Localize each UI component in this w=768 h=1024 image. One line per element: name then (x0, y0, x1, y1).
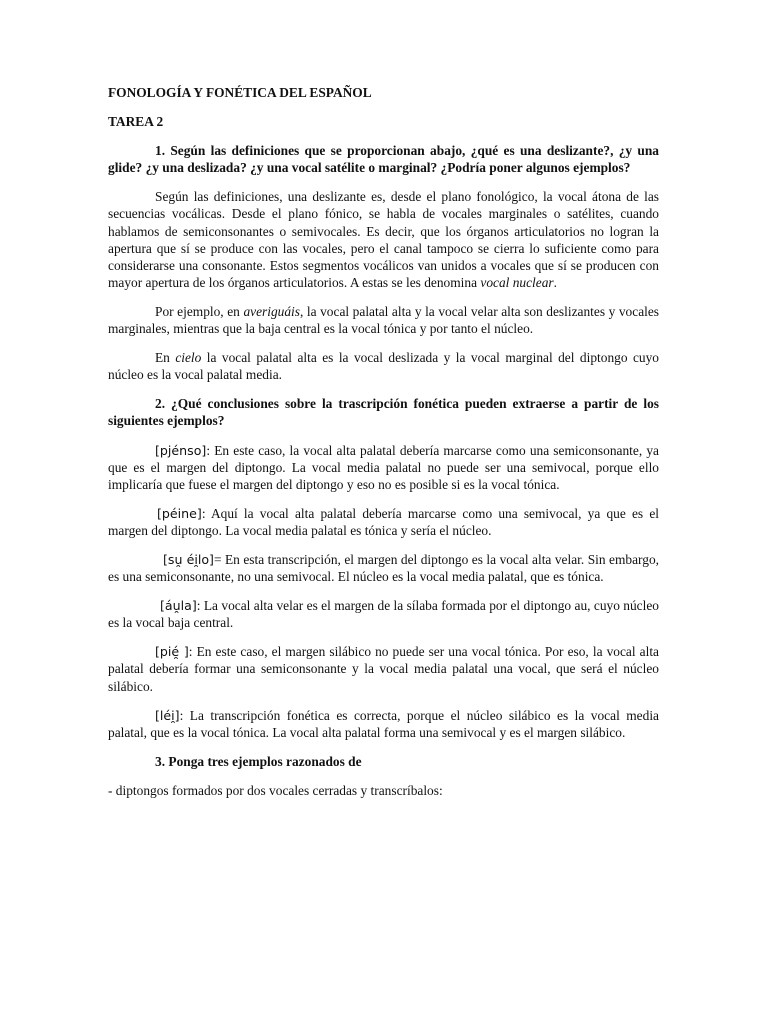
example-5-text: : En este caso, el margen silábico no puede ser una vocal tónica. Por eso, la vocal alta palatal debería formar una semiconsonante y la vocal media palatal una vocal, que será el núcleo silábico. (108, 644, 659, 694)
example-5-transcription: [pié̯ ] (155, 644, 189, 660)
answer-1-text: Según las definiciones, una deslizante es, desde el plano fonológico, la vocal átona de las secuencias vocálicas. Desde el plano fónico, se habla de vocales marginales o satélites, cuando hablamos de semiconsonantes o semivocales. Es decir, que los órganos articulatorios no logran la apertura que sí se produce con las vocales, pero el canal tampoco se cierra lo suficiente como para considerarse una consonante. Estos segmentos vocálicos van unidos a vocales que sí se producen con mayor apertura de los órganos articulatorios. A estas se les denomina (108, 189, 659, 290)
example-1-transcription: [pjénso] (155, 442, 207, 458)
answer-1-p2-example: averiguáis (243, 303, 300, 319)
answer-1-p2-rest: , la vocal palatal alta y la vocal velar alta son deslizantes y vocales marginales, mientras que la baja central es la vocal tónica y por tanto el núcleo. (108, 303, 660, 337)
example-6-transcription: [léi̯] (155, 707, 180, 723)
example-1 (108, 442, 659, 493)
example-2-text: : Aquí la vocal alta palatal debería marcarse como una semivocal, ya que es el margen del diptongo. La vocal media palatal es tónica y sería el núcleo. (108, 505, 659, 538)
answer-1-end: . (553, 274, 557, 290)
document-title: FONOLOGÍA Y FONÉTICA DEL ESPAÑOL (108, 85, 372, 100)
example-2 (108, 505, 659, 539)
answer-1-p3-example: cielo (175, 350, 202, 366)
example-4 (108, 597, 659, 631)
answer-1-p3-rest: la vocal palatal alta es la vocal deslizada y la vocal marginal del diptongo cuyo núcleo es la vocal palatal media. (108, 350, 659, 383)
example-3 (108, 551, 659, 585)
question-2: 2. ¿Qué conclusiones sobre la trascripción fonética pueden extraerse a partir de los siguientes ejemplos? (108, 396, 659, 429)
document-page (108, 84, 659, 799)
document-subtitle: TAREA 2 (108, 114, 164, 130)
answer-1-paragraph-3 (108, 349, 659, 383)
example-4-transcription: [áu̯la] (160, 598, 197, 614)
example-6-text: : La transcripción fonética es correcta, porque el núcleo silábico es la vocal media palatal, que es la vocal tónica. La vocal alta palatal forma una semivocal y es el margen silábico. (108, 707, 659, 740)
question-3: 3. Ponga tres ejemplos razonados de (155, 753, 362, 769)
example-1-text: : En este caso, la vocal alta palatal debería marcarse como una semiconsonante, ya que es el margen del diptongo. La vocal media palatal no puede ser una semivocal, porque ello implicaría que fuese el margen del diptongo y eso no es posible si es la vocal tónica. (108, 442, 659, 492)
question-3-item: - diptongos formados por dos vocales cerradas y transcríbalos: (108, 782, 443, 798)
answer-1-p2-start: Por ejemplo, en (155, 303, 244, 319)
answer-1-term: vocal nuclear (480, 274, 554, 290)
example-5 (108, 643, 659, 694)
example-4-text: : La vocal alta velar es el margen de la sílaba formada por el diptongo au, cuyo núcleo es la vocal baja central. (108, 598, 659, 631)
answer-1-paragraph-1 (108, 188, 659, 291)
example-3-transcription: [su̯ éi̯lo] (163, 551, 214, 567)
example-2-transcription: [péine] (157, 505, 202, 521)
example-3-text: = En esta transcripción, el margen del diptongo es la vocal alta velar. Sin embargo, es una semiconsonante, no una semivocal. El núcleo es la vocal media palatal, que es tónica. (108, 551, 659, 585)
answer-1-p3-start: En (155, 350, 176, 366)
answer-1-paragraph-2 (108, 303, 659, 337)
question-1: 1. Según las definiciones que se proporcionan abajo, ¿qué es una deslizante?, ¿y una glide? ¿y una deslizada? ¿y una vocal satélite o marginal? ¿Podría poner algunos ejemplos? (108, 143, 659, 176)
example-6 (108, 707, 659, 741)
